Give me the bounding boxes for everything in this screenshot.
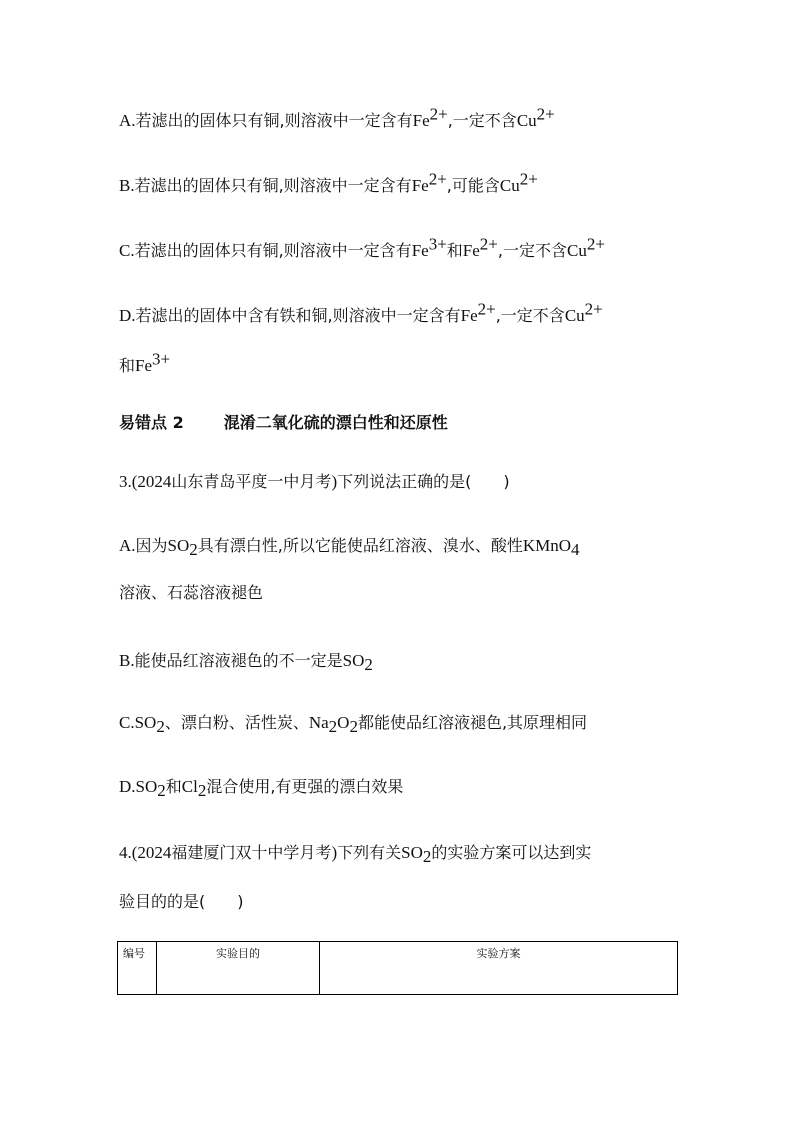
- option-2a: A.若滤出的固体只有铜,则溶液中一定含有$Fe^{2+}$,一定不含$Cu^{2+}$: [119, 104, 555, 130]
- question-3-stem: 3.(2024山东青岛平度一中月考)下列说法正确的是( ): [119, 472, 510, 491]
- section-label: 易错点 2: [119, 413, 184, 432]
- option-2c: C.若滤出的固体只有铜,则溶液中一定含有$Fe^{3+}$和$Fe^{2+}$,一定不含$Cu^{2+}$: [119, 234, 605, 260]
- option-3b: B.能使品红溶液褪色的不一定是$SO_2$: [119, 651, 373, 675]
- option-2b: B.若滤出的固体只有铜,则溶液中一定含有$Fe^{2+}$,可能含$Cu^{2+}$: [119, 169, 538, 195]
- option-3a: A.因为$SO_2$具有漂白性,所以它能使品红溶液、溴水、酸性KMnO$_4$: [119, 536, 580, 560]
- option-2d: D.若滤出的固体中含有铁和铜,则溶液中一定含有$Fe^{2+}$,一定不含$Cu^{2+}$: [119, 299, 603, 325]
- experiment-table: [117, 941, 678, 995]
- header-number: 编号: [118, 942, 157, 995]
- option-3d: $D.SO_2$和$Cl_2$混合使用,有更强的漂白效果: [119, 777, 404, 801]
- section-title: 混淆二氧化硫的漂白性和还原性: [223, 413, 448, 432]
- option-3c: $C.SO_2$、漂白粉、活性炭、$Na_2O_2$都能使品红溶液褪色,其原理相同: [119, 713, 588, 737]
- option-3a-continued: 溶液、石蕊溶液褪色: [119, 583, 264, 602]
- question-4-stem: 4.(2024福建厦门双十中学月考)下列有关$SO_2$的实验方案可以达到实: [119, 843, 592, 867]
- option-2d-continued: 和$Fe^{3+}$: [119, 349, 171, 375]
- table-header-row: [118, 942, 678, 995]
- header-purpose: 实验目的: [157, 942, 320, 995]
- question-4-stem-continued: 验目的的是( ): [119, 892, 244, 911]
- section-heading: [119, 412, 448, 434]
- header-plan: 实验方案: [320, 942, 678, 995]
